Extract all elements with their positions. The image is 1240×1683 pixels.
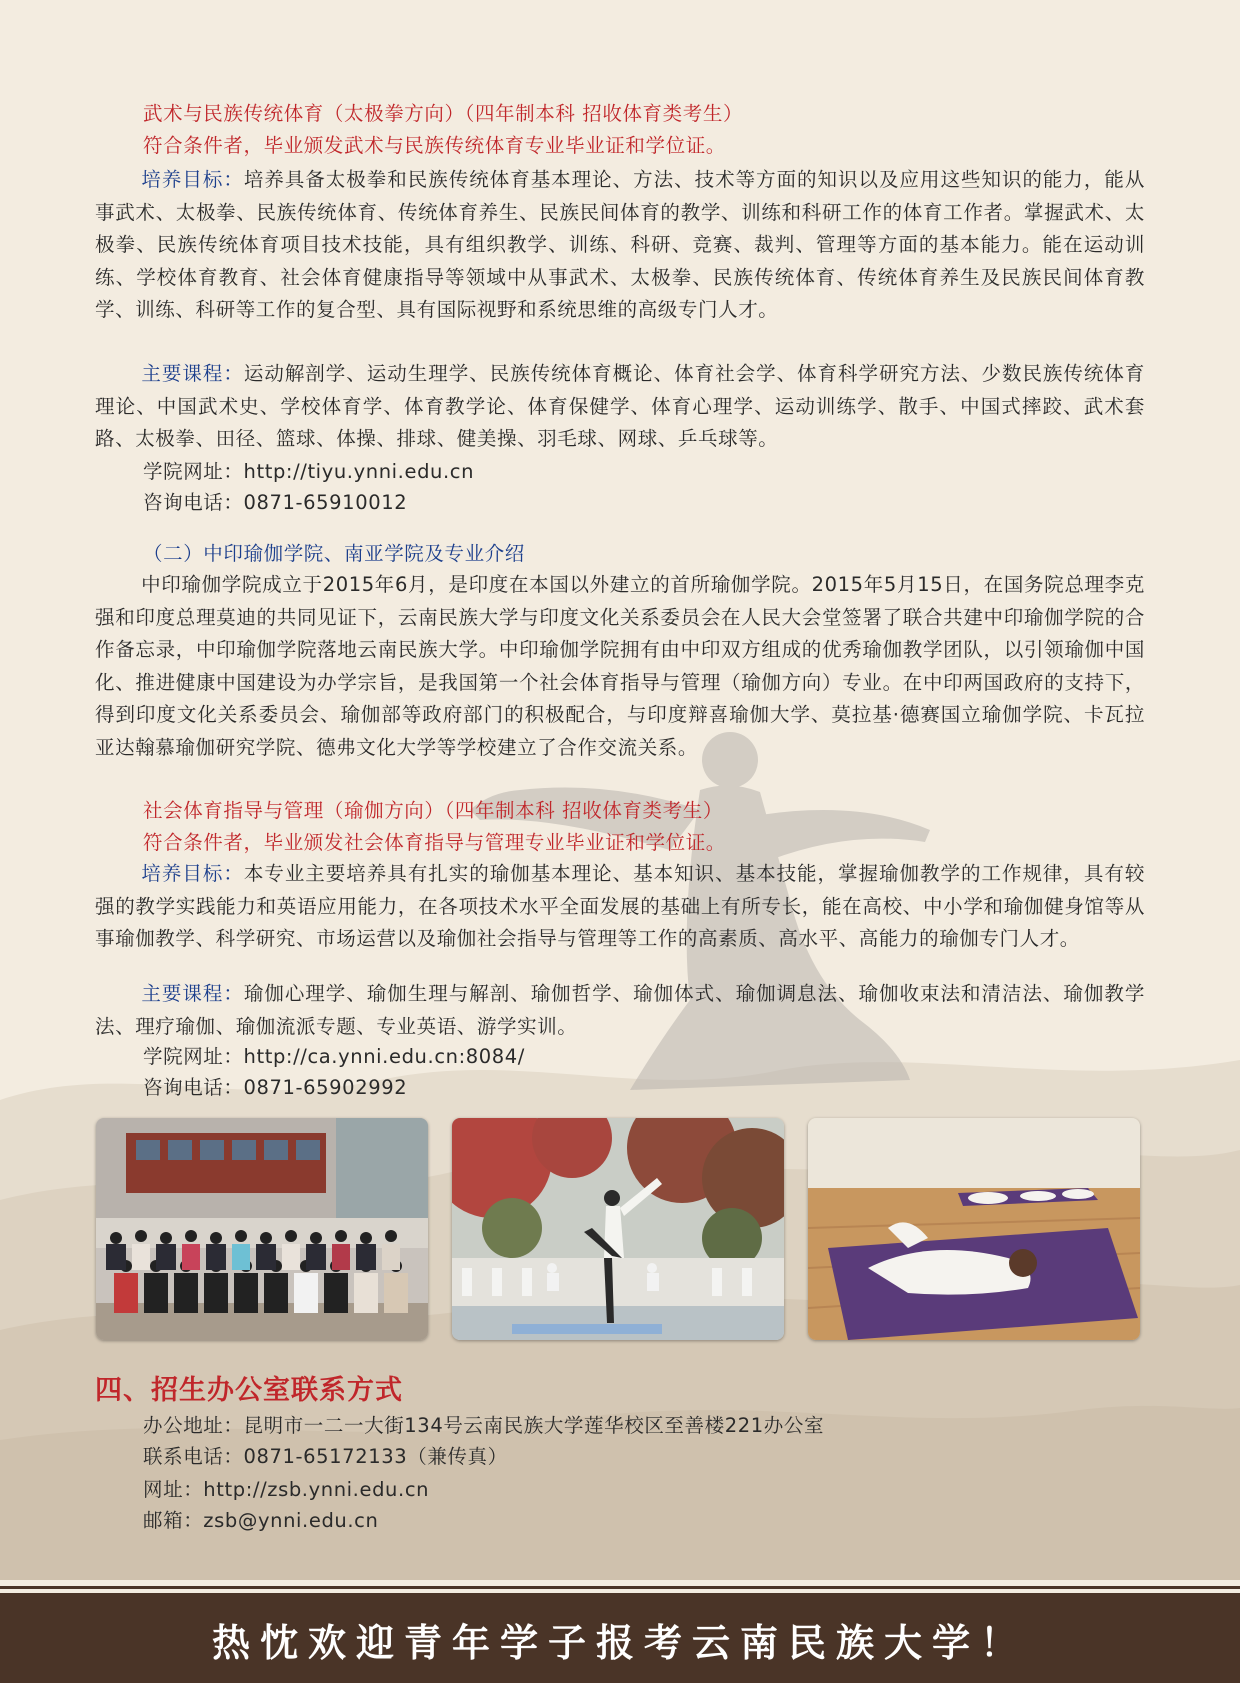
yoga-course-label: 主要课程：: [141, 982, 244, 1005]
yoga-courses: [95, 978, 1145, 1043]
yoga-goal-text: 本专业主要培养具有扎实的瑜伽基本理论、基本知识、基本技能，掌握瑜伽教学的工作规律，具有较强的教学实践能力和英语应用能力，在各项技术水平全面发展的基础上有所专长，能在高校、中小学和瑜伽健身馆等从事瑜伽教学、科学研究、市场运营以及瑜伽社会指导与管理等工作的高素质、高水平、高能力的瑜伽专门人才。: [95, 862, 1145, 950]
wushu-degree-note: 符合条件者，毕业颁发武术与民族传统体育专业毕业证和学位证。: [143, 134, 726, 157]
wushu-phone: 咨询电话：0871-65910012: [143, 491, 408, 514]
contact-address: 办公地址：昆明市一二一大街134号云南民族大学莲华校区至善楼221办公室: [143, 1414, 825, 1437]
wushu-major-title: 武术与民族传统体育（太极拳方向）（四年制本科 招收体育类考生）: [143, 102, 744, 125]
contact-heading: 四、招生办公室联系方式: [95, 1375, 403, 1406]
wushu-courses: [95, 358, 1145, 456]
yoga-website: 学院网址：http://ca.ynni.edu.cn:8084/: [143, 1045, 525, 1068]
contact-email: 邮箱：zsb@ynni.edu.cn: [143, 1509, 379, 1532]
yoga-college-heading: （二）中印瑜伽学院、南亚学院及专业介绍: [143, 542, 525, 565]
yoga-degree-note: 符合条件者，毕业颁发社会体育指导与管理专业毕业证和学位证。: [143, 831, 726, 854]
yoga-goal-label: 培养目标：: [141, 862, 244, 885]
contact-website: 网址：http://zsb.ynni.edu.cn: [143, 1478, 430, 1501]
wushu-goal-text: 培养具备太极拳和民族传统体育基本理论、方法、技术等方面的知识以及应用这些知识的能力，能从事武术、太极拳、民族传统体育、传统体育养生、民族民间体育的教学、训练和科研工作的体育工作者。掌握武术、太极拳、民族传统体育项目技术技能，具有组织教学、训练、科研、竞赛、裁判、管理等方面的基本能力。能在运动训练、学校体育教育、社会体育健康指导等领域中从事武术、太极拳、民族传统体育、传统体育养生及民族民间体育教学、训练、科研等工作的复合型、具有国际视野和系统思维的高级专门人才。: [95, 168, 1145, 321]
wushu-website: 学院网址：http://tiyu.ynni.edu.cn: [143, 460, 475, 483]
outdoor-yoga-photo: [452, 1118, 784, 1340]
yoga-major-title: 社会体育指导与管理（瑜伽方向）（四年制本科 招收体育类考生）: [143, 799, 723, 822]
wushu-course-label: 主要课程：: [141, 362, 244, 385]
footer-slogan: 热忱欢迎青年学子报考云南民族大学！: [211, 1621, 1028, 1665]
yoga-college-intro-text: 中印瑜伽学院成立于2015年6月，是印度在本国以外建立的首所瑜伽学院。2015年5月15日，在国务院总理李克强和印度总理莫迪的共同见证下，云南民族大学与印度文化关系委员会在人民大会堂签署了联合共建中印瑜伽学院的合作备忘录，中印瑜伽学院落地云南民族大学。中印瑜伽学院拥有由中印双方组成的优秀瑜伽教学团队，以引领瑜伽中国化、推进健康中国建设为办学宗旨，是我国第一个社会体育指导与管理（瑜伽方向）专业。在中印两国政府的支持下，得到印度文化关系委员会、瑜伽部等政府部门的积极配合，与印度辩喜瑜伽大学、莫拉基·德赛国立瑜伽学院、卡瓦拉亚达翰慕瑜伽研究学院、德弗文化大学等学校建立了合作交流关系。: [95, 573, 1145, 759]
group-photo: [96, 1118, 428, 1340]
wushu-training-goal: [95, 164, 1145, 327]
yoga-training-goal: [95, 858, 1145, 956]
wushu-course-text: 运动解剖学、运动生理学、民族传统体育概论、体育社会学、体育科学研究方法、少数民族传统体育理论、中国武术史、学校体育学、体育教学论、体育保健学、体育心理学、运动训练学、散手、中国式摔跤、武术套路、太极拳、田径、篮球、体操、排球、健美操、羽毛球、网球、乒乓球等。: [95, 362, 1145, 450]
yoga-phone: 咨询电话：0871-65902992: [143, 1076, 408, 1099]
footer-divider: [0, 1586, 1240, 1589]
wushu-goal-label: 培养目标：: [141, 168, 244, 191]
indoor-yoga-photo: [808, 1118, 1140, 1340]
contact-phone: 联系电话：0871-65172133（兼传真）: [143, 1445, 508, 1468]
yoga-college-intro: [95, 569, 1145, 764]
yoga-course-text: 瑜伽心理学、瑜伽生理与解剖、瑜伽哲学、瑜伽体式、瑜伽调息法、瑜伽收束法和清洁法、瑜伽教学法、理疗瑜伽、瑜伽流派专题、专业英语、游学实训。: [95, 982, 1145, 1038]
